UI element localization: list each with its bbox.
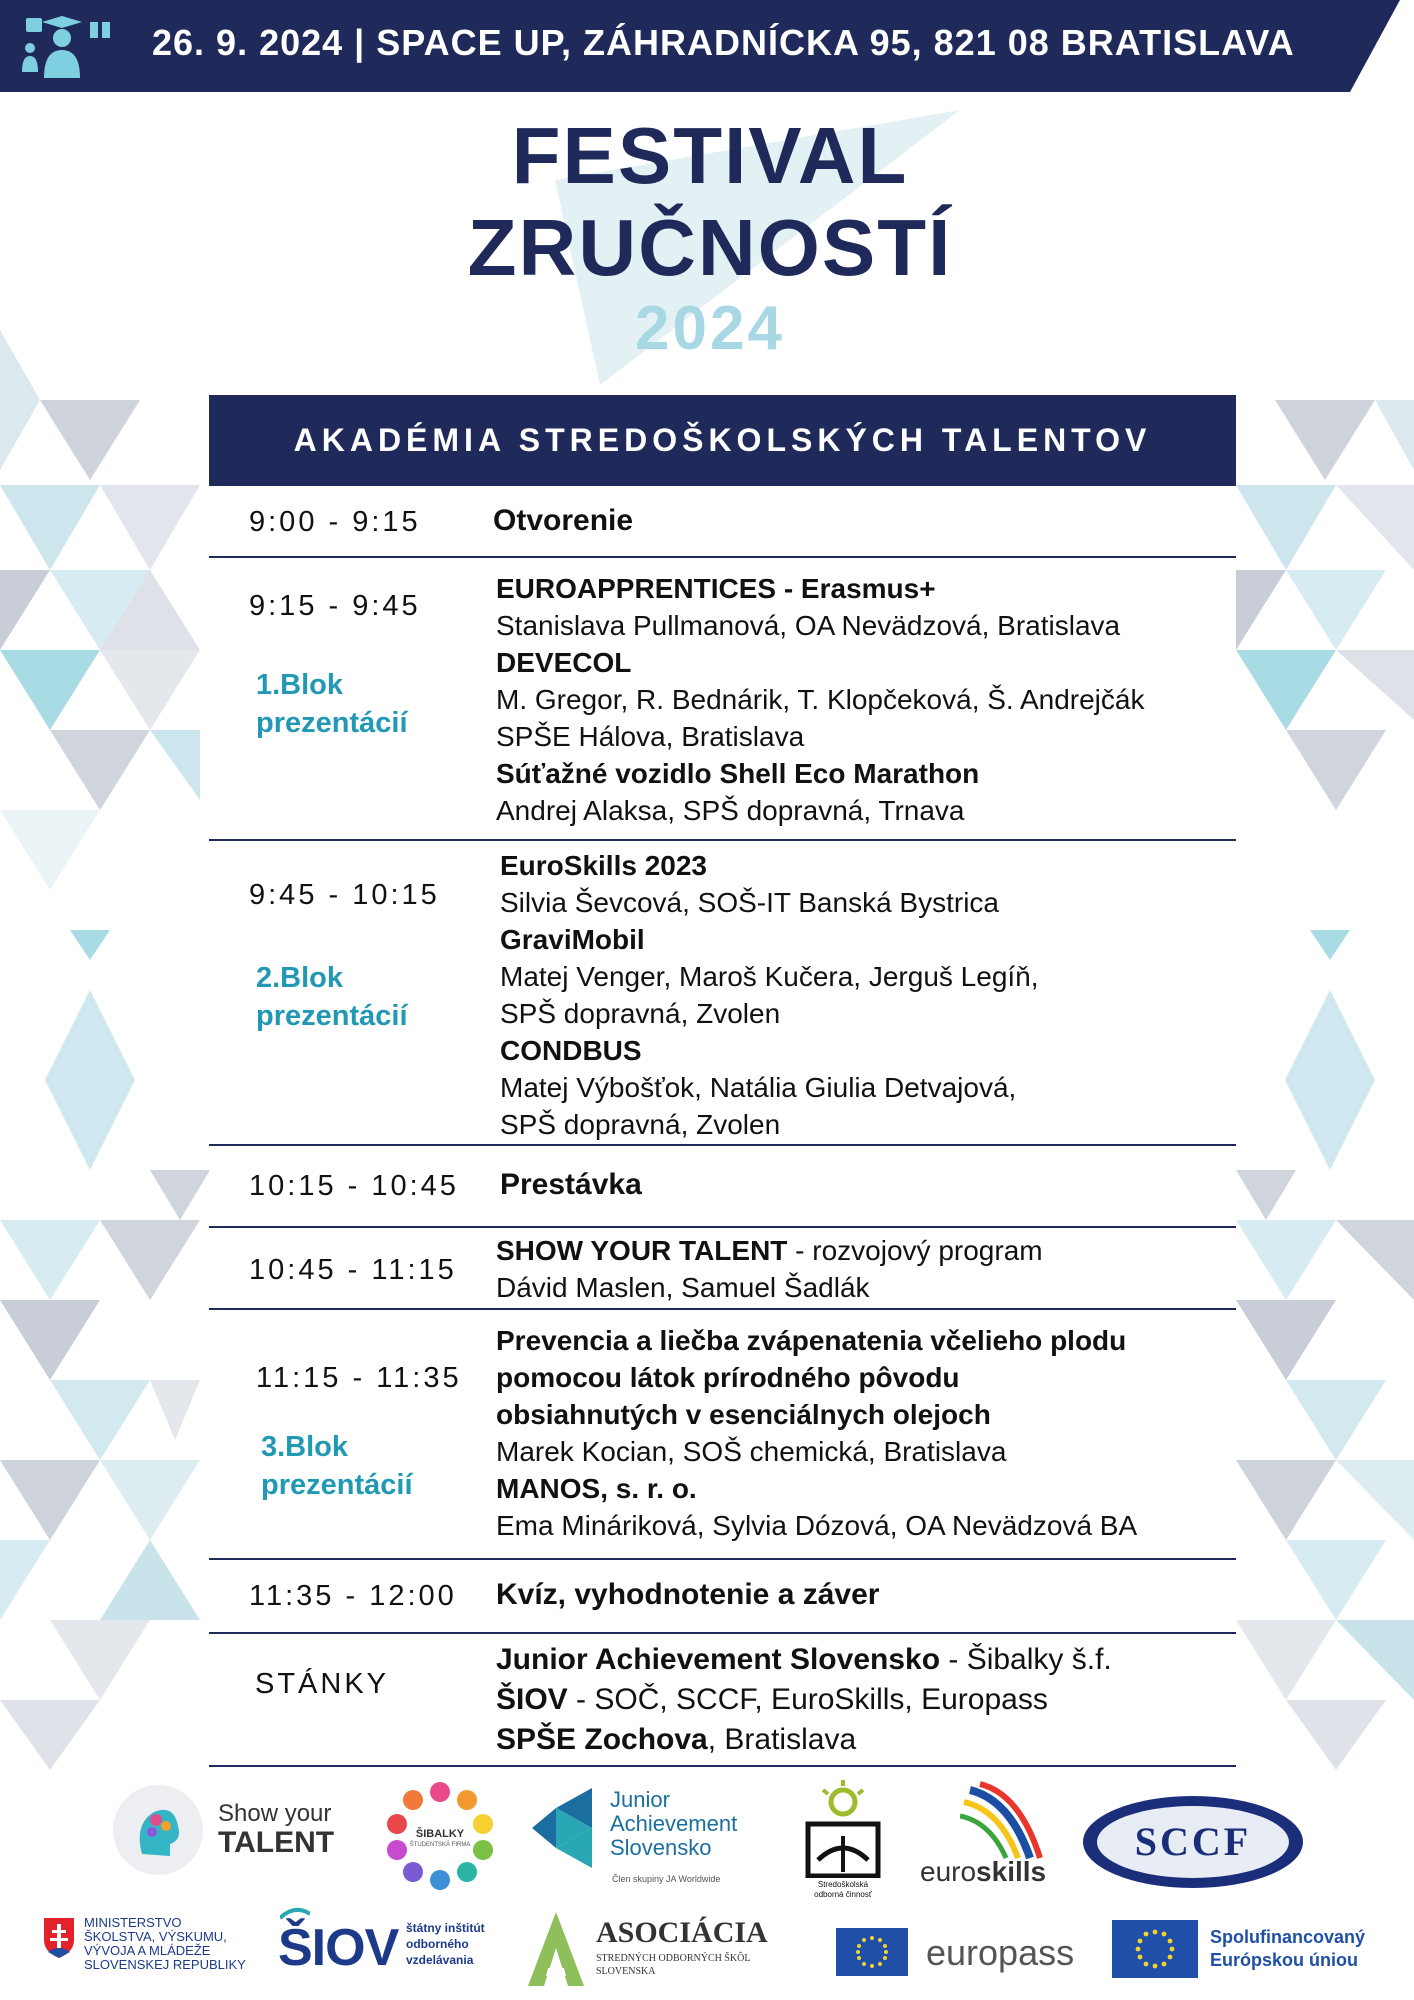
content-line: SPŠE Zochova, Bratislava [496,1723,857,1756]
content-line: Silvia Ševcová, SOŠ-IT Banská Bystrica [500,887,999,918]
content-line: ŠIOV - SOČ, SCCF, EuroSkills, Europass [496,1683,1048,1716]
schedule-heading: AKADÉMIA STREDOŠKOLSKÝCH TALENTOV [209,395,1236,486]
ministerstvo-line: ŠKOLSTVA, VÝSKUMU, [84,1929,227,1944]
event-header-bar [0,0,1414,92]
sibalky-text: ŠIBALKY [415,1828,465,1840]
block-subtitle: prezentácií [261,1469,413,1501]
asociacia-title: ASOCIÁCIA [596,1916,768,1949]
ja-text [610,1788,737,1860]
siov-line: vzdelávania [406,1953,474,1967]
content-line: GraviMobil [500,924,645,955]
content-line: Dávid Maslen, Samuel Šadlák [496,1272,870,1303]
euroskills-swoosh-icon [960,1780,1050,1860]
content-line: pomocou látok prírodného pôvodu [496,1362,960,1393]
row-content [496,1640,1112,1760]
ja-text-line: Junior [610,1787,670,1812]
row-time: 10:45 - 11:15 [249,1254,457,1286]
junior-achievement-logo [532,1788,772,1898]
eu-cofunded-line: Európskou úniou [1210,1950,1358,1970]
title-year: 2024 [635,294,785,363]
schedule-card [209,395,1236,1767]
schedule-row [209,558,1236,841]
block-label [261,1428,413,1504]
sibalky-logo [385,1780,495,1890]
talent-head-icon [112,1784,204,1876]
talent-text: TALENT [218,1826,335,1859]
ja-subtext: Člen skupiny JA Worldwide [612,1874,721,1884]
ministerstvo-line: MINISTERSTVO [84,1915,182,1930]
row-time: 11:15 - 11:35 [256,1362,462,1394]
siov-subtext [406,1920,485,1968]
event-date-location: 26. 9. 2024 | SPACE UP, ZÁHRADNÍCKA 95, 821 08 BRATISLAVA [152,22,1295,63]
siov-line: štátny inštitút [406,1921,485,1935]
show-your-text: Show your [218,1800,332,1827]
ja-text-line: Slovensko [610,1835,712,1860]
eu-cofunded-line: Spolufinancovaný [1210,1927,1366,1947]
soc-logo [798,1780,888,1910]
row-time: 9:45 - 10:15 [249,879,440,911]
content-line: Matej Výbošťok, Natália Giulia Detvajová, [500,1072,1017,1103]
content-line: Andrej Alaksa, SPŠ dopravná, Trnava [496,795,965,826]
title-line-2: ZRUČNOSTÍ [467,203,953,292]
eu-flag-icon [1112,1920,1198,1978]
row-content [496,570,1144,829]
siov-text: ŠIOV [278,1919,399,1977]
eu-cofunded-logo [1112,1920,1402,1980]
ja-text-line: Achievement [610,1811,738,1836]
ministerstvo-text [84,1916,246,1972]
ministerstvo-logo [44,1912,254,1988]
festival-people-icon [20,12,120,80]
show-your-talent-logo [112,1784,352,1878]
title-line-1: FESTIVAL [511,111,909,200]
asociacia-subtext [596,1952,750,1978]
eu-flag-icon [836,1928,908,1976]
content-line: SHOW YOUR TALENT - rozvojový program [496,1235,1043,1266]
ja-triangles-icon [532,1788,596,1868]
right-triangles [1236,400,1414,1770]
row-time: STÁNKY [255,1668,390,1700]
row-content [496,1232,1043,1306]
row-content [496,1322,1137,1544]
schedule-row [209,486,1236,558]
block-number: 1.Blok [256,669,344,701]
asociacia-line: SLOVENSKA [596,1966,656,1977]
content-line: EuroSkills 2023 [500,850,708,881]
content-line: SPŠ dopravná, Zvolen [500,998,781,1029]
soc-text-line: Stredoškolská [817,1880,869,1889]
sccf-logo [1080,1792,1306,1892]
content-line: CONDBUS [500,1035,642,1066]
row-time: 11:35 - 12:00 [249,1580,457,1612]
siov-line: odborného [406,1937,469,1951]
schedule-row [209,1560,1236,1634]
siov-logo [278,1904,498,1984]
content-line: Ema Mináriková, Sylvia Dózová, OA Nevädzová BA [496,1510,1138,1541]
content-line: MANOS, s. r. o. [496,1473,697,1504]
europass-logo [836,1928,1092,1978]
row-time: 9:00 - 9:15 [249,506,421,538]
content-line: Súťažné vozidlo Shell Eco Marathon [496,758,980,789]
row-content [500,847,1039,1143]
row-time: 9:15 - 9:45 [249,590,421,622]
schedule-row [209,1146,1236,1228]
sibalky-subtext: ŠTUDENTSKÁ FIRMA [409,1842,471,1848]
content-line: obsiahnutých v esenciálnych olejoch [496,1399,991,1430]
euroskills-text: euroskills [920,1856,1047,1887]
row-time: 10:15 - 10:45 [249,1170,459,1202]
content-line: M. Gregor, R. Bednárik, T. Klopčeková, Š. Andrejčák [496,684,1145,715]
content-line: Stanislava Pullmanová, OA Nevädzová, Bratislava [496,610,1121,641]
euroskills-logo [920,1780,1060,1890]
asociacia-line: STREDNÝCH ODBORNÝCH ŠKÔL [596,1953,751,1964]
schedule-row [209,841,1236,1146]
asociacia-a-icon [526,1908,586,1988]
soc-text-line: odborná činnosť [814,1890,872,1899]
soc-text [798,1880,888,1900]
eu-cofunded-text [1210,1926,1365,1972]
content-line: Marek Kocian, SOŠ chemická, Bratislava [496,1436,1007,1467]
content-line: Prevencia a liečba zvápenatenia včelieho plodu [496,1325,1127,1356]
slovak-coat-of-arms-icon [44,1918,74,1958]
soc-book-icon [798,1780,888,1878]
block-label [256,959,408,1035]
block-number: 3.Blok [261,1431,349,1463]
row-title: Prestávka [500,1168,642,1201]
asociacia-logo [526,1908,788,1990]
row-title: Otvorenie [493,504,634,537]
content-line: Matej Venger, Maroš Kučera, Jerguš Legíň, [500,961,1039,992]
block-subtitle: prezentácií [256,1000,408,1032]
schedule-row [209,1634,1236,1767]
content-line: Junior Achievement Slovensko - Šibalky š.f. [496,1643,1112,1676]
content-line: DEVECOL [496,647,632,678]
block-subtitle: prezentácií [256,707,408,739]
sccf-text: SCCF [1134,1819,1252,1864]
content-line: SPŠ dopravná, Zvolen [500,1109,781,1140]
block-label [256,666,408,742]
schedule-row [209,1228,1236,1310]
block-number: 2.Blok [256,962,344,994]
festival-title [380,110,1040,390]
partner-logos [0,1770,1414,2000]
ministerstvo-line: VÝVOJA A MLÁDEŽE [84,1943,211,1958]
row-title: Kvíz, vyhodnotenie a záver [496,1578,880,1611]
schedule-row [209,1310,1236,1560]
europass-text: europass [926,1932,1075,1973]
left-triangles [0,330,210,1770]
content-line: EUROAPPRENTICES - Erasmus+ [496,573,936,604]
content-line: SPŠE Hálova, Bratislava [496,721,805,752]
ministerstvo-line: SLOVENSKEJ REPUBLIKY [84,1957,246,1972]
